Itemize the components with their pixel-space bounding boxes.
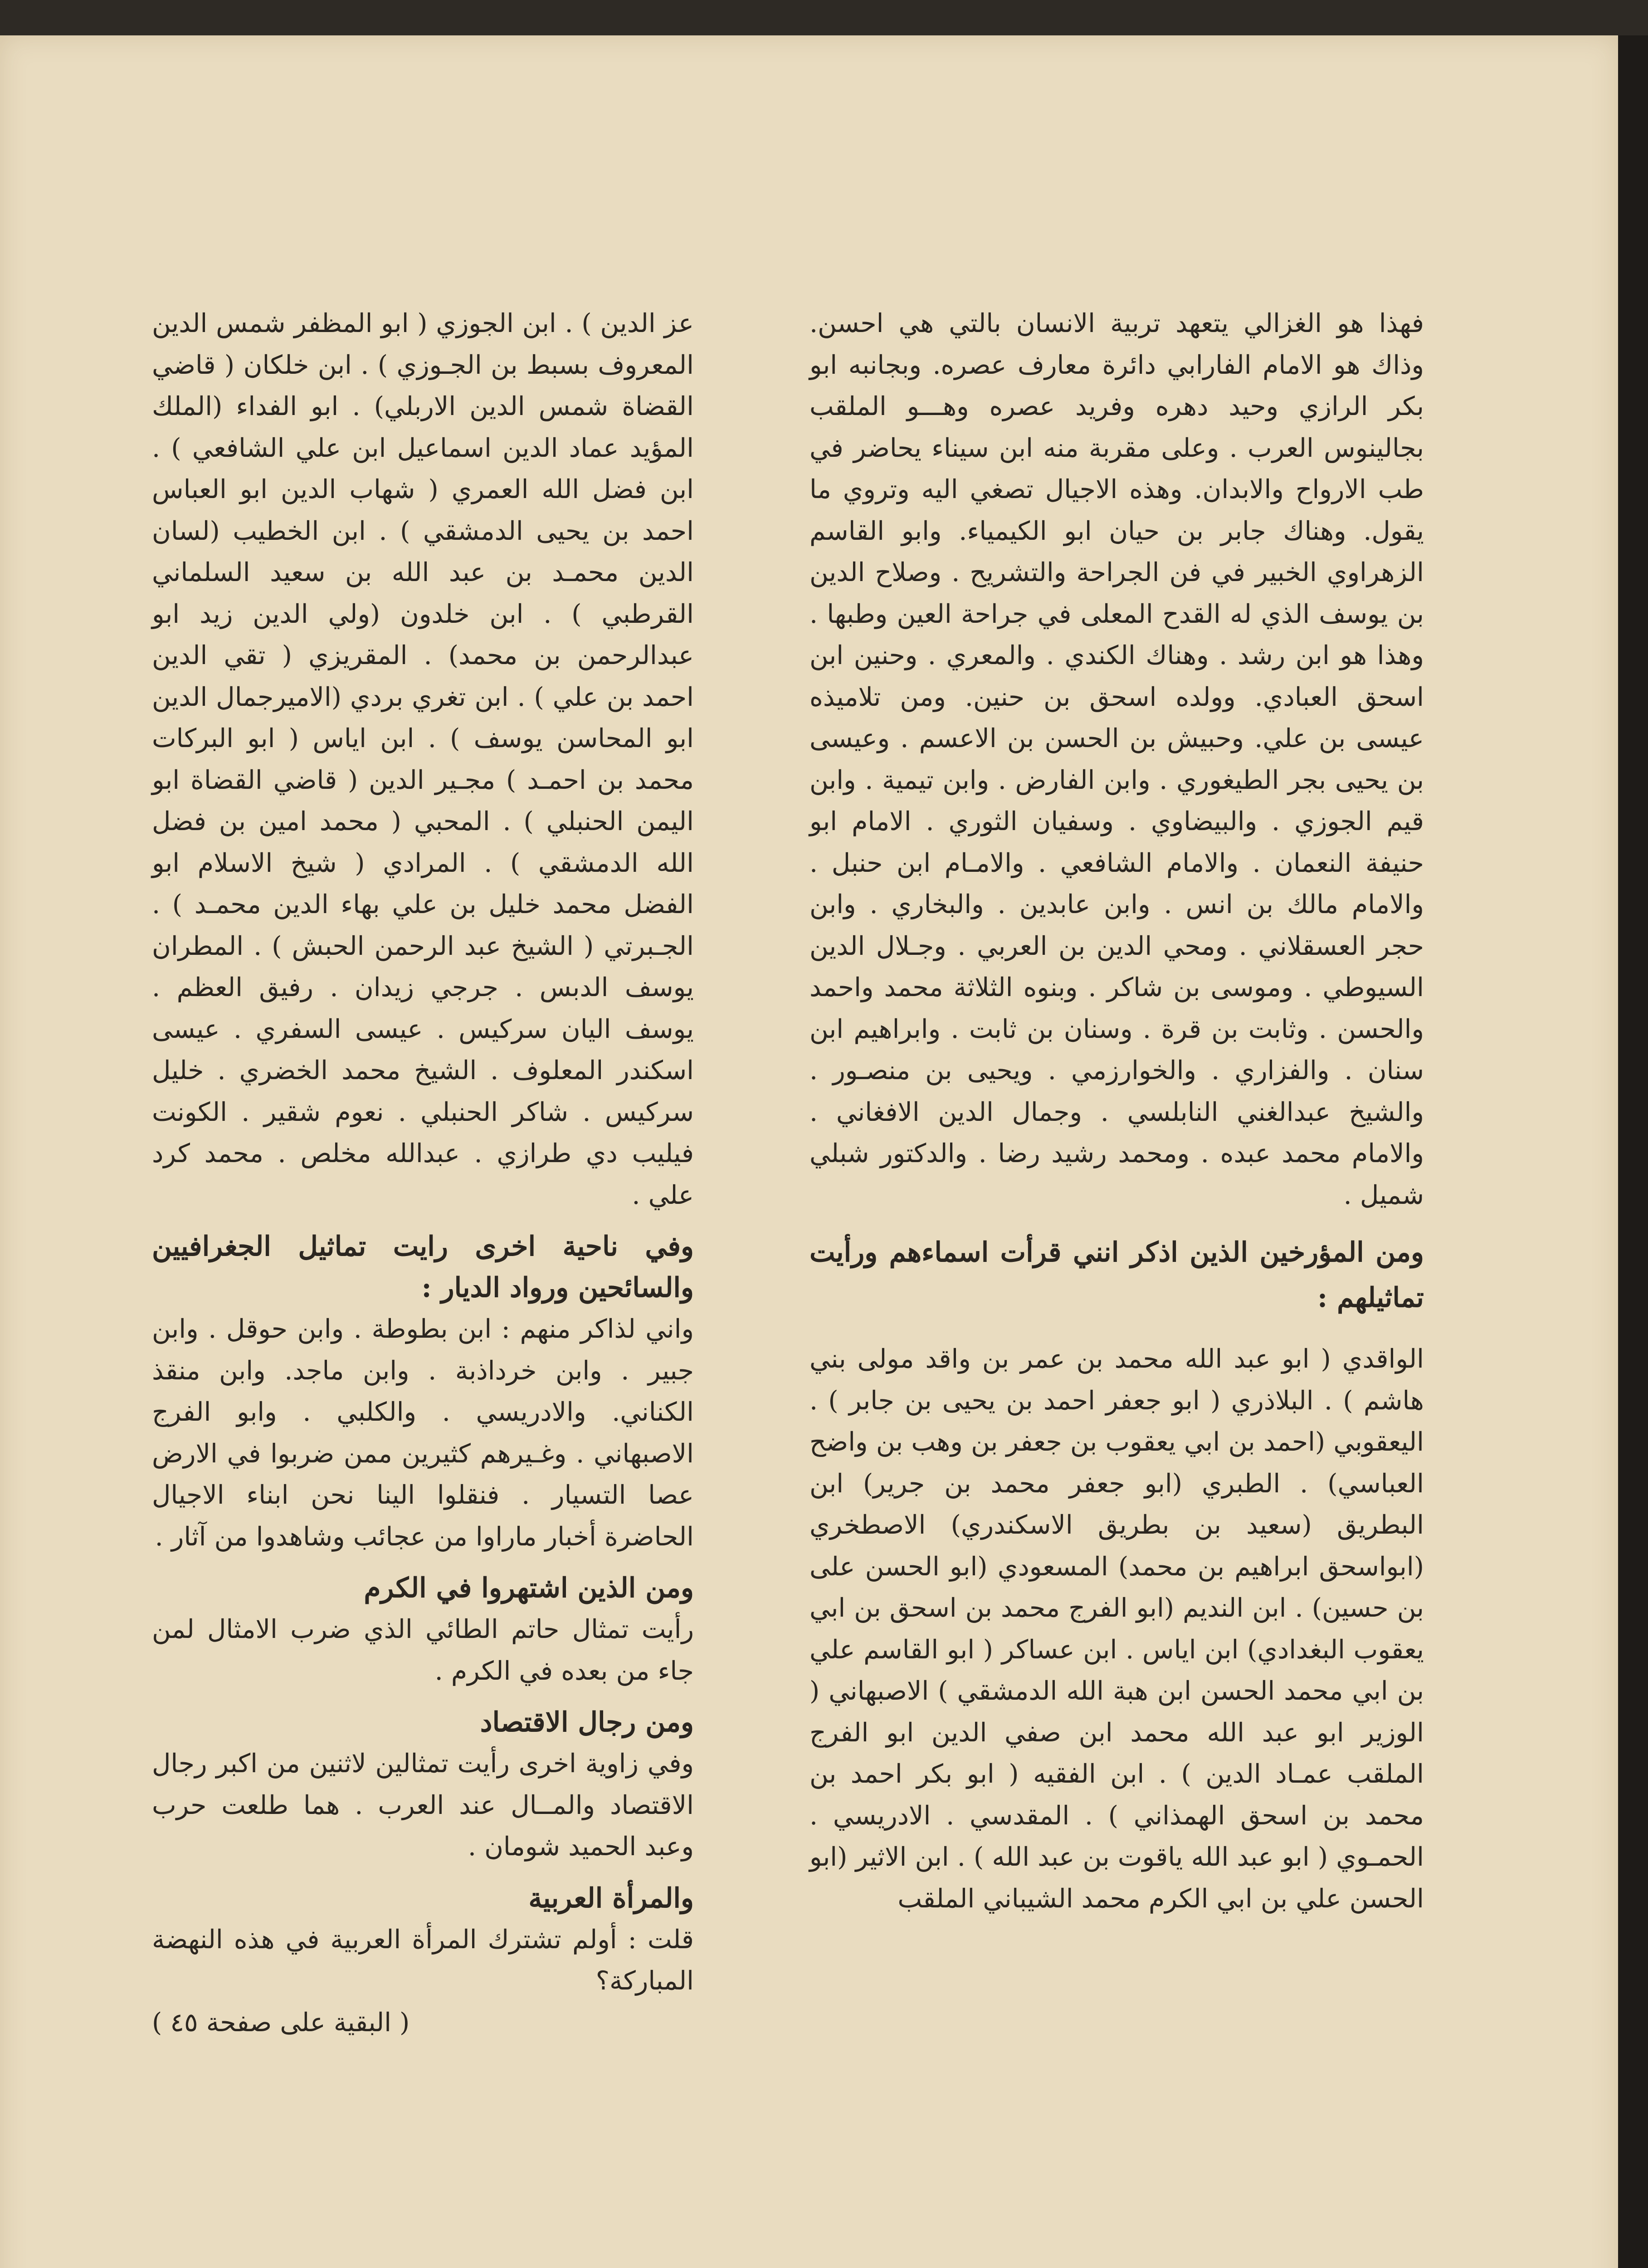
scan-top-border [0, 0, 1648, 35]
paragraph-geographers: واني لذاكر منهم : ابن بطوطة . وابن حوقل . وابن جبير . وابن خرداذبة . وابن ماجد. وابن منقذ الكناني. والادريسي . والكلبي . وابو الفرج الاصبهاني . وغـيرهم كثيرين ممن ضربوا في الارض عصا التسيار . فنقلوا الينا نحن ابناء الاجيال الحاضرة أخبار ماراوا من عجائب وشاهدوا من آثار . [152, 1314, 694, 1552]
left-column [152, 303, 694, 2043]
paragraph-generosity: رأيت تمثال حاتم الطائي الذي ضرب الامثال لمن جاء من بعده في الكرم . [152, 1614, 694, 1686]
paragraph-scholars: فهذا هو الغزالي يتعهد تربية الانسان بالتي هي احسن. وذاك هو الامام الفارابي دائرة معارف عصره. وبجانبه ابو بكر الرازي وحيد دهره وفريد عصره وهـــو الملقب بجالينوس العرب . وعلى مقربة منه ابن سيناء يحاضر في طب الارواح والابدان. وهذه الاجيال تصغي اليه وتروي ما يقول. وهناك جابر بن حيان ابو الكيمياء. وابو القاسم الزهراوي الخبير في فن الجراحة والتشريح . وصلاح الدين بن يوسف الذي له القدح المعلى في جراحة العين وطبها . وهذا هو ابن رشد . وهناك الكندي . والمعري . وحنين ابن اسحق العبادي. وولده اسحق بن حنين. ومن تلاميذه عيسى بن علي. وحبيش بن الحسن بن الاعسم . وعيسى بن يحيى بجر الطيغوري . وابن الفارض . وابن تيمية . وابن قيم الجوزي . والبيضاوي . وسفيان الثوري . الامام ابو حنيفة النعمان . والامام الشافعي . والامـام ابن حنبل . والامام مالك بن انس . وابن عابدين . والبخاري . وابن حجر العسقلاني . ومحي الدين بن العربي . وجـلال الدين السيوطي . وموسى بن شاكر . وبنوه الثلاثة محمد واحمد والحسن . وثابت بن قرة . وسنان بن ثابت . وابراهيم ابن سنان . والفزاري . والخوارزمي . ويحيى بن منصـور . والشيخ عبدالغني النابلسي . وجمال الدين الافغاني . والامام محمد عبده . ومحمد رشيد رضا . والدكتور شبلي شميل . [809, 308, 1424, 1210]
paragraph-historians-continued: عز الدين ) . ابن الجوزي ( ابو المظفر شمس الدين المعروف بسبط بن الجـوزي ) . ابن خلكان ( قاضي القضاة شمس الدين الاربلي) . ابو الفداء (الملك المؤيد عماد الدين اسماعيل ابن علي الشافعي ) . ابن فضل الله العمري ( شهاب الدين ابو العباس احمد بن يحيى الدمشقي ) . ابن الخطيب (لسان الدين محمـد بن عبد الله بن سعيد السلماني القرطبي ) . ابن خلدون (ولي الدين زيد ابو عبدالرحمن بن محمد) . المقريزي ( تقي الدين احمد بن علي ) . ابن تغري بردي (الاميرجمال الدين ابو المحاسن يوسف ) . ابن اياس ( ابو البركات محمد بن احمـد ) مجـير الدين ( قاضي القضاة ابو اليمن الحنبلي ) . المحبي ( محمد امين بن فضل الله الدمشقي ) . المرادي ( شيخ الاسلام ابو الفضل محمد خليل بن علي بهاء الدين محمـد ) . الجـبرتي ( الشيخ عبد الرحمن الحبش ) . المطران يوسف الدبس . جرجي زيدان . رفيق العظم . يوسف اليان سركيس . عيسى السفري . عيسى اسكندر المعلوف . الشيخ محمد الخضري . خليل سركيس . شاكر الحنبلي . نعوم شقير . الكونت فيليب دي طرازي . عبدالله مخلص . محمد كرد علي . [152, 308, 694, 1210]
heading-arab-woman: والمرأة العربية [528, 1882, 694, 1914]
continued-note: ( البقية على صفحة ٤٥ ) [152, 2007, 410, 2038]
right-column [809, 303, 1424, 1920]
heading-historians: ومن المؤرخين الذين اذكر انني قرأت اسماءهم ورأيت تماثيلهم : [809, 1237, 1424, 1314]
heading-generosity: ومن الذين اشتهروا في الكرم [364, 1572, 694, 1604]
magazine-page [0, 35, 1618, 2268]
paragraph-historians: الواقدي ( ابو عبد الله محمد بن عمر بن واقد مولى بني هاشم ) . البلاذري ( ابو جعفر احمد بن يحيى بن جابر ) . اليعقوبي (احمد بن ابي يعقوب بن جعفر بن وهب بن واضح العباسي) . الطبري (ابو جعفر محمد بن جرير) ابن البطريق (سعيد بن بطريق الاسكندري) الاصطخري (ابواسحق ابراهيم بن محمد) المسعودي (ابو الحسن على بن حسين) . ابن النديم (ابو الفرج محمد بن اسحق بن ابي يعقوب البغدادي) ابن اياس . ابن عساكر ( ابو القاسم علي بن ابي محمد الحسن ابن هبة الله الدمشقي ) الاصبهاني ( الوزير ابو عبد الله محمد ابن صفي الدين ابو الفرج الملقب عمـاد الدين ) . ابن الفقيه ( ابو بكر احمد بن محمد بن اسحق الهمذاني ) . المقدسي . الادريسي . الحمـوي ( ابو عبد الله ياقوت بن عبد الله ) . ابن الاثير (ابو الحسن علي بن ابي الكرم محمد الشيباني الملقب [809, 1344, 1424, 1914]
heading-economy: ومن رجال الاقتصاد [480, 1706, 694, 1738]
paragraph-economy: وفي زاوية اخرى رأيت تمثالين لاثنين من اكبر رجال الاقتصاد والمــال عند العرب . هما طلعت حرب وعبد الحميد شومان . [152, 1749, 694, 1862]
scan-right-border [1618, 35, 1648, 2268]
paragraph-arab-woman: قلت : أولم تشترك المرأة العربية في هذه النهضة المباركة؟ [152, 1924, 694, 1996]
heading-geographers: وفي ناحية اخرى رايت تماثيل الجغرافيين والسائحين ورواد الديار : [152, 1231, 694, 1304]
